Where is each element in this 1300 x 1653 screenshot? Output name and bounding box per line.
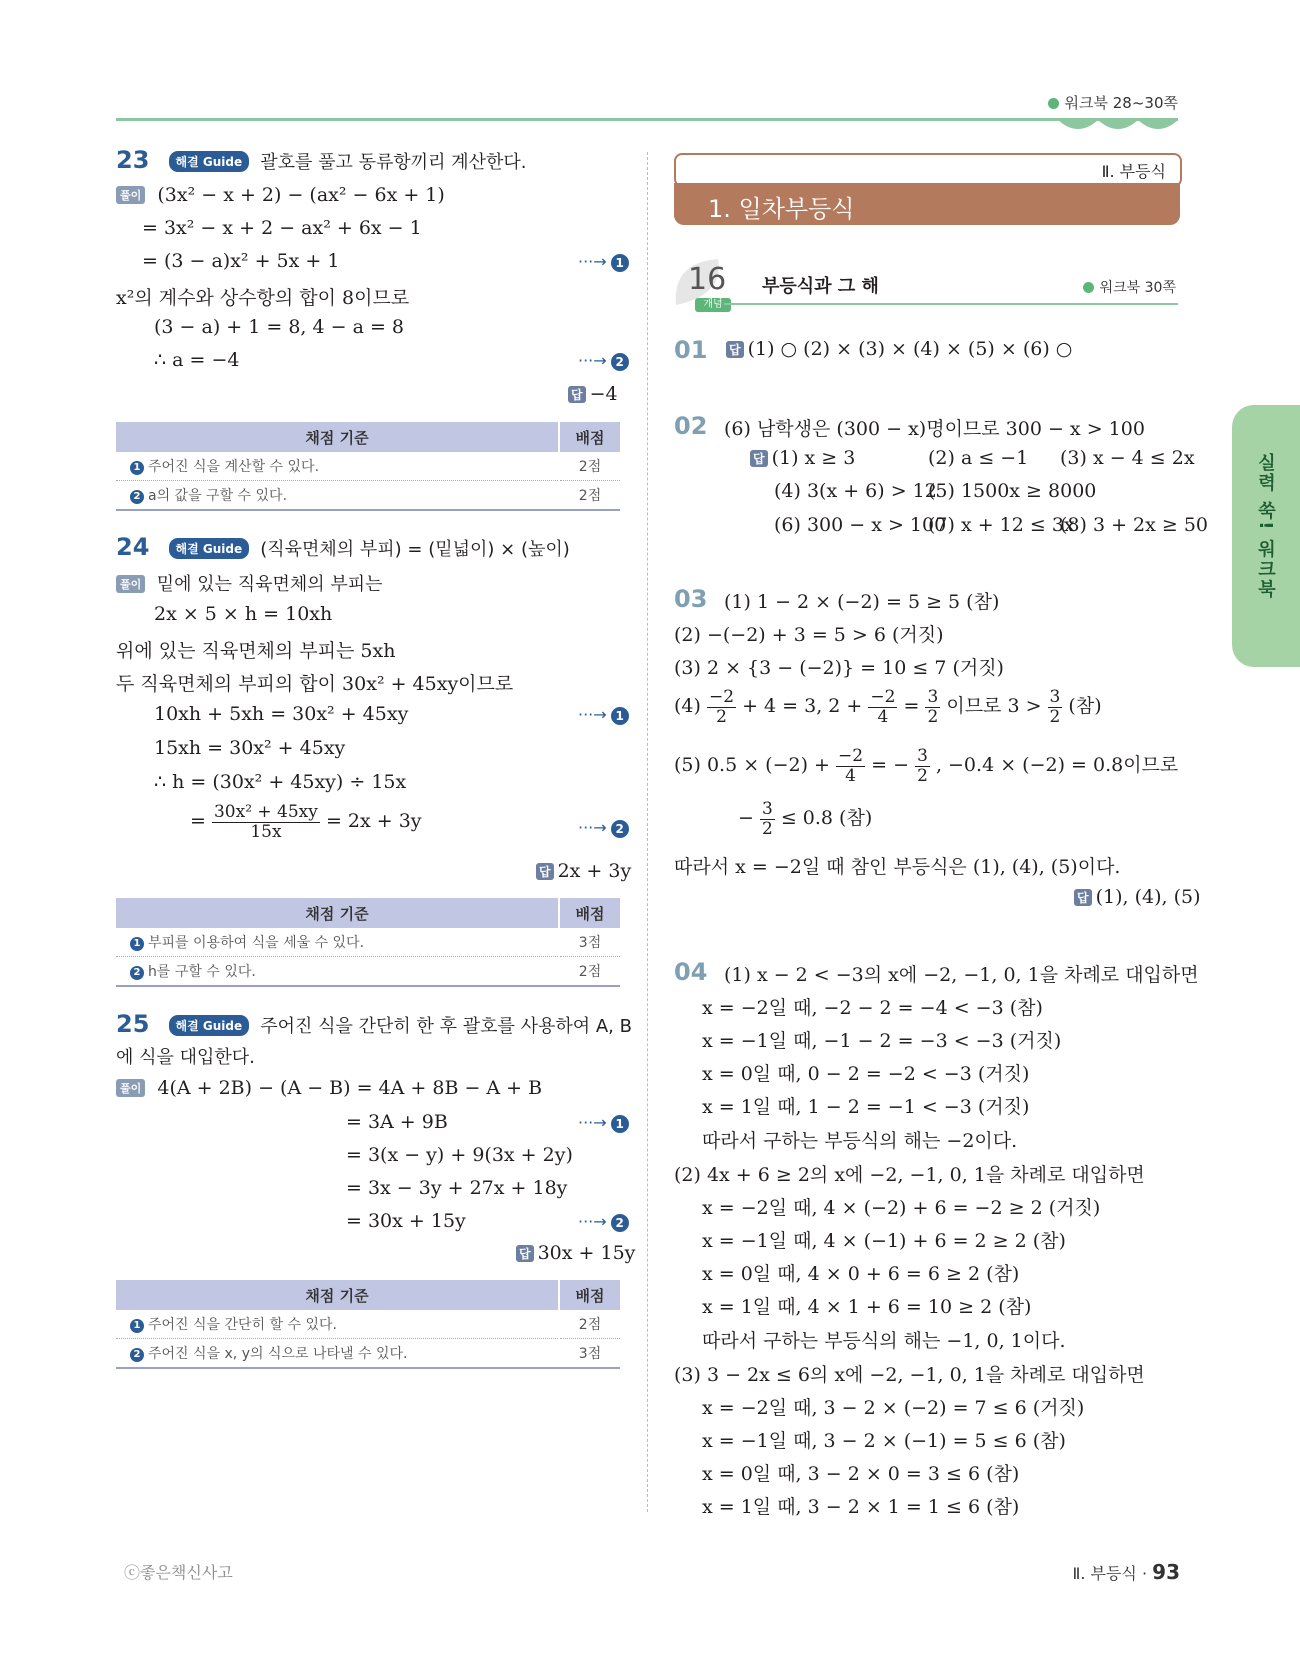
guide-badge: 해결 Guide [169, 538, 250, 559]
guide-text: (직육면체의 부피) = (밑넓이) × (높이) [260, 539, 570, 560]
col-points: 배점 [559, 1280, 620, 1310]
column-divider [647, 152, 648, 1512]
q24-line2: 2x × 5 × h = 10xh [154, 603, 333, 625]
q03-line5: (5) 0.5 × (−2) + $\frac{-2}{4}$ = − $\frac{3}{2}$ , −0.4 × (−2) = 0.8이므로 [674, 746, 1179, 786]
q02-a5: (5) 1500x ≥ 8000 [928, 480, 1097, 502]
q25-line2: = 3A + 9B [346, 1111, 448, 1133]
section-number: 16 [688, 262, 727, 297]
col-criteria: 채점 기준 [116, 898, 559, 928]
question-number: 25 [116, 1010, 150, 1038]
green-dot-icon [1048, 98, 1059, 109]
q24-scoring-table [116, 898, 620, 987]
q04-line: x = 1일 때, 1 − 2 = −1 < −3 (거짓) [702, 1096, 1030, 1118]
q03-line1: (1) 1 − 2 × (−2) = 5 ≥ 5 (참) [724, 591, 1000, 613]
q23-header [116, 146, 527, 174]
step-marker-2: ···→ 2 [578, 818, 629, 838]
q04-line: (3) 3 − 2x ≤ 6의 x에 −2, −1, 0, 1을 차례로 대입하면 [674, 1364, 1145, 1386]
q02-answer-row1: 답 (1) x ≥ 3 [750, 447, 855, 469]
q02-a7: (7) x + 12 ≤ 3x [928, 514, 1075, 536]
question-number: 01 [674, 336, 708, 364]
q23-scoring-table [116, 422, 620, 511]
step-marker-1: ···→ 1 [578, 705, 629, 725]
q02-line1: (6) 남학생은 (300 − x)명이므로 300 − x > 100 [724, 418, 1145, 440]
q02-a2: (2) a ≤ −1 [928, 447, 1029, 469]
q04-line: (2) 4x + 6 ≥ 2의 x에 −2, −1, 0, 1을 차례로 대입하면 [674, 1164, 1145, 1186]
answer-badge: 답 [516, 1245, 534, 1262]
chapter-title: 1. 일차부등식 [708, 195, 855, 223]
q25-line1: 풀이 4(A + 2B) − (A − B) = 4A + 8B − A + B [116, 1077, 542, 1099]
q23-answer: 답 −4 [568, 383, 618, 405]
q04-line: 따라서 구하는 부등식의 해는 −1, 0, 1이다. [702, 1330, 1066, 1352]
q25-guide-cont: 에 식을 대입한다. [116, 1047, 255, 1068]
q01-answer: 답 (1) ○ (2) × (3) × (4) × (5) × (6) ○ [726, 338, 1072, 360]
q04-line: x = 0일 때, 0 − 2 = −2 < −3 (거짓) [702, 1063, 1030, 1085]
q02-a6: (6) 300 − x > 100 [774, 514, 947, 536]
question-number: 02 [674, 412, 708, 440]
question-number: 24 [116, 533, 150, 561]
q02-a8: (8) 3 + 2x ≥ 50 [1060, 514, 1209, 536]
chapter-part-box [674, 153, 1182, 187]
chapter-title-bar [674, 183, 1180, 225]
table-row: 2 a의 값을 구할 수 있다. 2점 [116, 481, 620, 511]
section-workbook-ref: 워크북 30쪽 [1083, 277, 1176, 297]
question-number: 04 [674, 958, 708, 986]
q04-line: x = −2일 때, 4 × (−2) + 6 = −2 ≥ 2 (거짓) [702, 1197, 1101, 1219]
step-marker-1: ···→ 1 [578, 1113, 629, 1133]
col-points: 배점 [559, 898, 620, 928]
side-tab-label: 실력 쑥! 워크북 [1255, 453, 1276, 600]
q04-line: 따라서 구하는 부등식의 해는 −2이다. [702, 1130, 1018, 1152]
q04-line: x = 1일 때, 4 × 1 + 6 = 10 ≥ 2 (참) [702, 1296, 1032, 1318]
q04-line: x = −2일 때, −2 − 2 = −4 < −3 (참) [702, 997, 1043, 1019]
answer-badge: 답 [536, 863, 554, 880]
q03-line4: (4) $\frac{-2}{2}$ + 4 = 3, 2 + $\frac{-2}{4}$ = $\frac{3}{2}$ 이므로 3 > $\frac{3}{2}$ (참) [674, 687, 1102, 727]
step-marker-2: ···→ 2 [578, 351, 629, 371]
q24-answer: 답 2x + 3y [536, 860, 631, 882]
q24-line5: 10xh + 5xh = 30x² + 45xy [154, 703, 409, 725]
question-number: 03 [674, 585, 708, 613]
header-rule [116, 118, 1178, 121]
q03-line6: − $\frac{3}{2}$ ≤ 0.8 (참) [738, 799, 873, 839]
q04-line: x = 1일 때, 3 − 2 × 1 = 1 ≤ 6 (참) [702, 1496, 1020, 1518]
q04-line: x = −1일 때, −1 − 2 = −3 < −3 (거짓) [702, 1030, 1062, 1052]
q04-line: x = −1일 때, 3 − 2 × (−1) = 5 ≤ 6 (참) [702, 1430, 1066, 1452]
section-title: 부등식과 그 해 [762, 276, 879, 297]
col-points: 배점 [559, 422, 620, 452]
q04-line: x = 0일 때, 4 × 0 + 6 = 6 ≥ 2 (참) [702, 1263, 1020, 1285]
solution-badge: 풀이 [116, 186, 145, 204]
concept-badge: 개념 [695, 298, 731, 312]
q25-answer: 답 30x + 15y [516, 1242, 635, 1264]
answer-badge: 답 [750, 450, 768, 467]
publisher: ⓒ좋은책신사고 [124, 1563, 233, 1582]
green-dot-icon [1083, 282, 1094, 293]
table-row: 2 주어진 식을 x, y의 식으로 나타낼 수 있다. 3점 [116, 1339, 620, 1369]
q23-line6: ∴ a = −4 [154, 349, 240, 371]
q25-line3: = 3(x − y) + 9(3x + 2y) [346, 1144, 573, 1166]
q25-header [116, 1010, 632, 1038]
table-row: 1 주어진 식을 간단히 할 수 있다. 2점 [116, 1310, 620, 1339]
page-footer: Ⅱ. 부등식 · 93 [1072, 1560, 1180, 1584]
q03-conclusion: 따라서 x = −2일 때 참인 부등식은 (1), (4), (5)이다. [674, 856, 1121, 878]
scallop-decoration [1058, 120, 1178, 134]
q04-line: x = −2일 때, 3 − 2 × (−2) = 7 ≤ 6 (거짓) [702, 1397, 1085, 1419]
q23-line5: (3 − a) + 1 = 8, 4 − a = 8 [154, 316, 404, 338]
q23-line3: = (3 − a)x² + 5x + 1 [142, 250, 340, 272]
q23-line4: x²의 계수와 상수항의 합이 8이므로 [116, 287, 410, 309]
guide-text: 괄호를 풀고 동류항끼리 계산한다. [260, 152, 527, 173]
q23-line1: 풀이 (3x² − x + 2) − (ax² − 6x + 1) [116, 184, 445, 206]
q24-line6: 15xh = 30x² + 45xy [154, 737, 346, 759]
q02-a4: (4) 3(x + 6) > 12 [774, 480, 937, 502]
q04-line: x = −1일 때, 4 × (−1) + 6 = 2 ≥ 2 (참) [702, 1230, 1066, 1252]
answer-badge: 답 [1074, 889, 1092, 906]
guide-badge: 해결 Guide [169, 1015, 250, 1036]
col-criteria: 채점 기준 [116, 1280, 559, 1310]
part-label: Ⅱ. 부등식 [1101, 162, 1166, 181]
side-tab[interactable] [1232, 405, 1300, 667]
step-marker-1: ···→ 1 [578, 252, 629, 272]
q24-line7: ∴ h = (30x² + 45xy) ÷ 15x [154, 771, 407, 793]
q04-line: (1) x − 2 < −3의 x에 −2, −1, 0, 1을 차례로 대입하면 [724, 964, 1199, 986]
answer-badge: 답 [568, 386, 586, 403]
solution-badge: 풀이 [116, 1079, 145, 1097]
q02-a3: (3) x − 4 ≤ 2x [1060, 447, 1195, 469]
q03-answer: 답 (1), (4), (5) [1074, 886, 1201, 908]
q03-line3: (3) 2 × {3 − (−2)} = 10 ≤ 7 (거짓) [674, 657, 1004, 679]
guide-badge: 해결 Guide [169, 151, 250, 172]
q24-line3: 위에 있는 직육면체의 부피는 5xh [116, 640, 396, 662]
guide-text: 주어진 식을 간단히 한 후 괄호를 사용하여 A, B [260, 1016, 632, 1037]
q24-line4: 두 직육면체의 부피의 합이 30x² + 45xy이므로 [116, 673, 514, 695]
q23-line2: = 3x² − x + 2 − ax² + 6x − 1 [142, 217, 422, 239]
page-number: 93 [1152, 1560, 1180, 1584]
table-row: 1 주어진 식을 계산할 수 있다. 2점 [116, 452, 620, 481]
solution-badge: 풀이 [116, 575, 145, 593]
question-number: 23 [116, 146, 150, 174]
col-criteria: 채점 기준 [116, 422, 559, 452]
answer-badge: 답 [726, 341, 744, 358]
step-marker-2: ···→ 2 [578, 1212, 629, 1232]
q25-line4: = 3x − 3y + 27x + 18y [346, 1177, 568, 1199]
q25-scoring-table [116, 1280, 620, 1369]
table-row: 2 h를 구할 수 있다. 2점 [116, 957, 620, 987]
q24-line8: = $\frac{\text{30x² + 45xy}}{15x}$ = 2x + 3y [190, 802, 422, 842]
q24-line1: 풀이 밑에 있는 직육면체의 부피는 [116, 570, 383, 596]
section-rule [724, 303, 1178, 305]
q03-line2: (2) −(−2) + 3 = 5 > 6 (거짓) [674, 624, 944, 646]
table-row: 1 부피를 이용하여 식을 세울 수 있다. 3점 [116, 928, 620, 957]
q24-header [116, 533, 570, 561]
q25-line5: = 30x + 15y [346, 1210, 466, 1232]
workbook-ref-top: 워크북 28~30쪽 [1048, 92, 1178, 113]
q04-line: x = 0일 때, 3 − 2 × 0 = 3 ≤ 6 (참) [702, 1463, 1020, 1485]
